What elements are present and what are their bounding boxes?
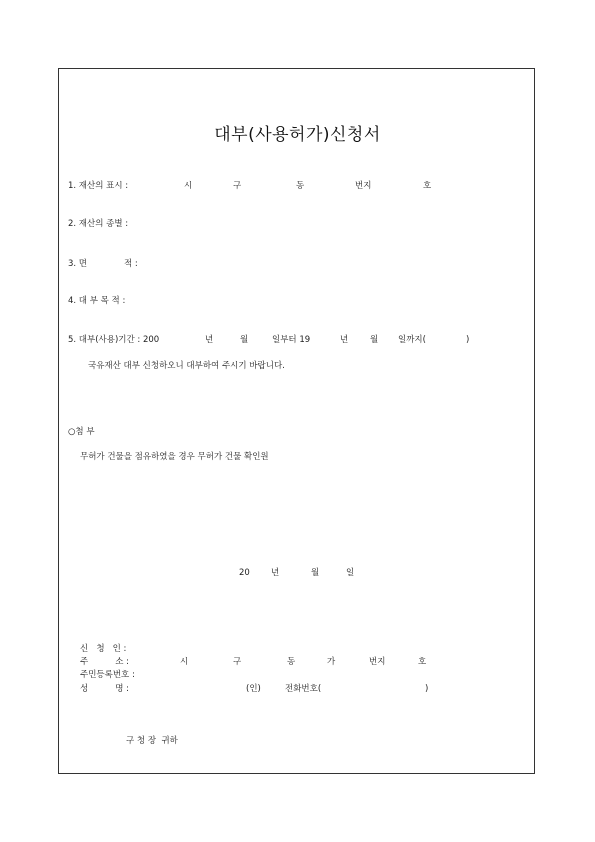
- rrn-label: 주민등록번호 :: [80, 670, 135, 680]
- item-3-label-2: 적 :: [124, 259, 138, 269]
- item-1-label: 1. 재산의 표시 :: [68, 181, 129, 191]
- item-1-dong: 동: [296, 181, 305, 191]
- item-3-label: 3. 면: [68, 259, 88, 269]
- item-1-si: 시: [184, 181, 193, 191]
- date-year: 20: [239, 568, 250, 578]
- phone-close-paren: ): [425, 684, 429, 694]
- item-1-ho: 호: [423, 181, 432, 191]
- form-title: 대부(사용허가)신청서: [214, 125, 381, 145]
- request-statement: 국유재산 대부 신청하오니 대부하여 주시기 바랍니다.: [88, 361, 285, 371]
- item-2-label: 2. 재산의 종별 :: [68, 219, 129, 229]
- item-5-month: 월: [240, 335, 249, 345]
- item-5-from: 일부터 19: [272, 335, 311, 345]
- address-beonji: 번지: [369, 657, 386, 667]
- item-5-label: 5. 대부(사용)기간 : 200: [68, 335, 160, 345]
- item-5-close-paren: ): [466, 335, 470, 345]
- address-ga: 가: [327, 657, 336, 667]
- attachment-heading: ○첨 부: [68, 427, 95, 437]
- applicant-label: 신 청 인 :: [80, 644, 127, 654]
- address-label: 주 소 :: [80, 657, 130, 667]
- item-4-label: 4. 대 부 목 적 :: [68, 296, 126, 306]
- addressee: 구 청 장 귀하: [126, 736, 178, 746]
- date-day-unit: 일: [346, 568, 355, 578]
- address-gu: 구: [233, 657, 242, 667]
- date-year-unit: 년: [271, 568, 280, 578]
- date-month-unit: 월: [311, 568, 320, 578]
- phone-label: 전화번호(: [285, 684, 322, 694]
- seal-mark: (인): [246, 684, 261, 694]
- item-5-until: 일까지(: [398, 335, 426, 345]
- item-5-month-2: 월: [370, 335, 379, 345]
- form-border: [58, 68, 535, 774]
- address-dong: 동: [287, 657, 296, 667]
- item-1-beonji: 번지: [355, 181, 372, 191]
- item-5-year: 년: [205, 335, 214, 345]
- address-ho: 호: [418, 657, 427, 667]
- item-1-gu: 구: [233, 181, 242, 191]
- signature-label: 성 명 :: [80, 684, 130, 694]
- address-si: 시: [180, 657, 189, 667]
- item-5-year-2: 년: [340, 335, 349, 345]
- attachment-text: 무허가 건물을 점유하였을 경우 무허가 건물 확인원: [80, 452, 269, 462]
